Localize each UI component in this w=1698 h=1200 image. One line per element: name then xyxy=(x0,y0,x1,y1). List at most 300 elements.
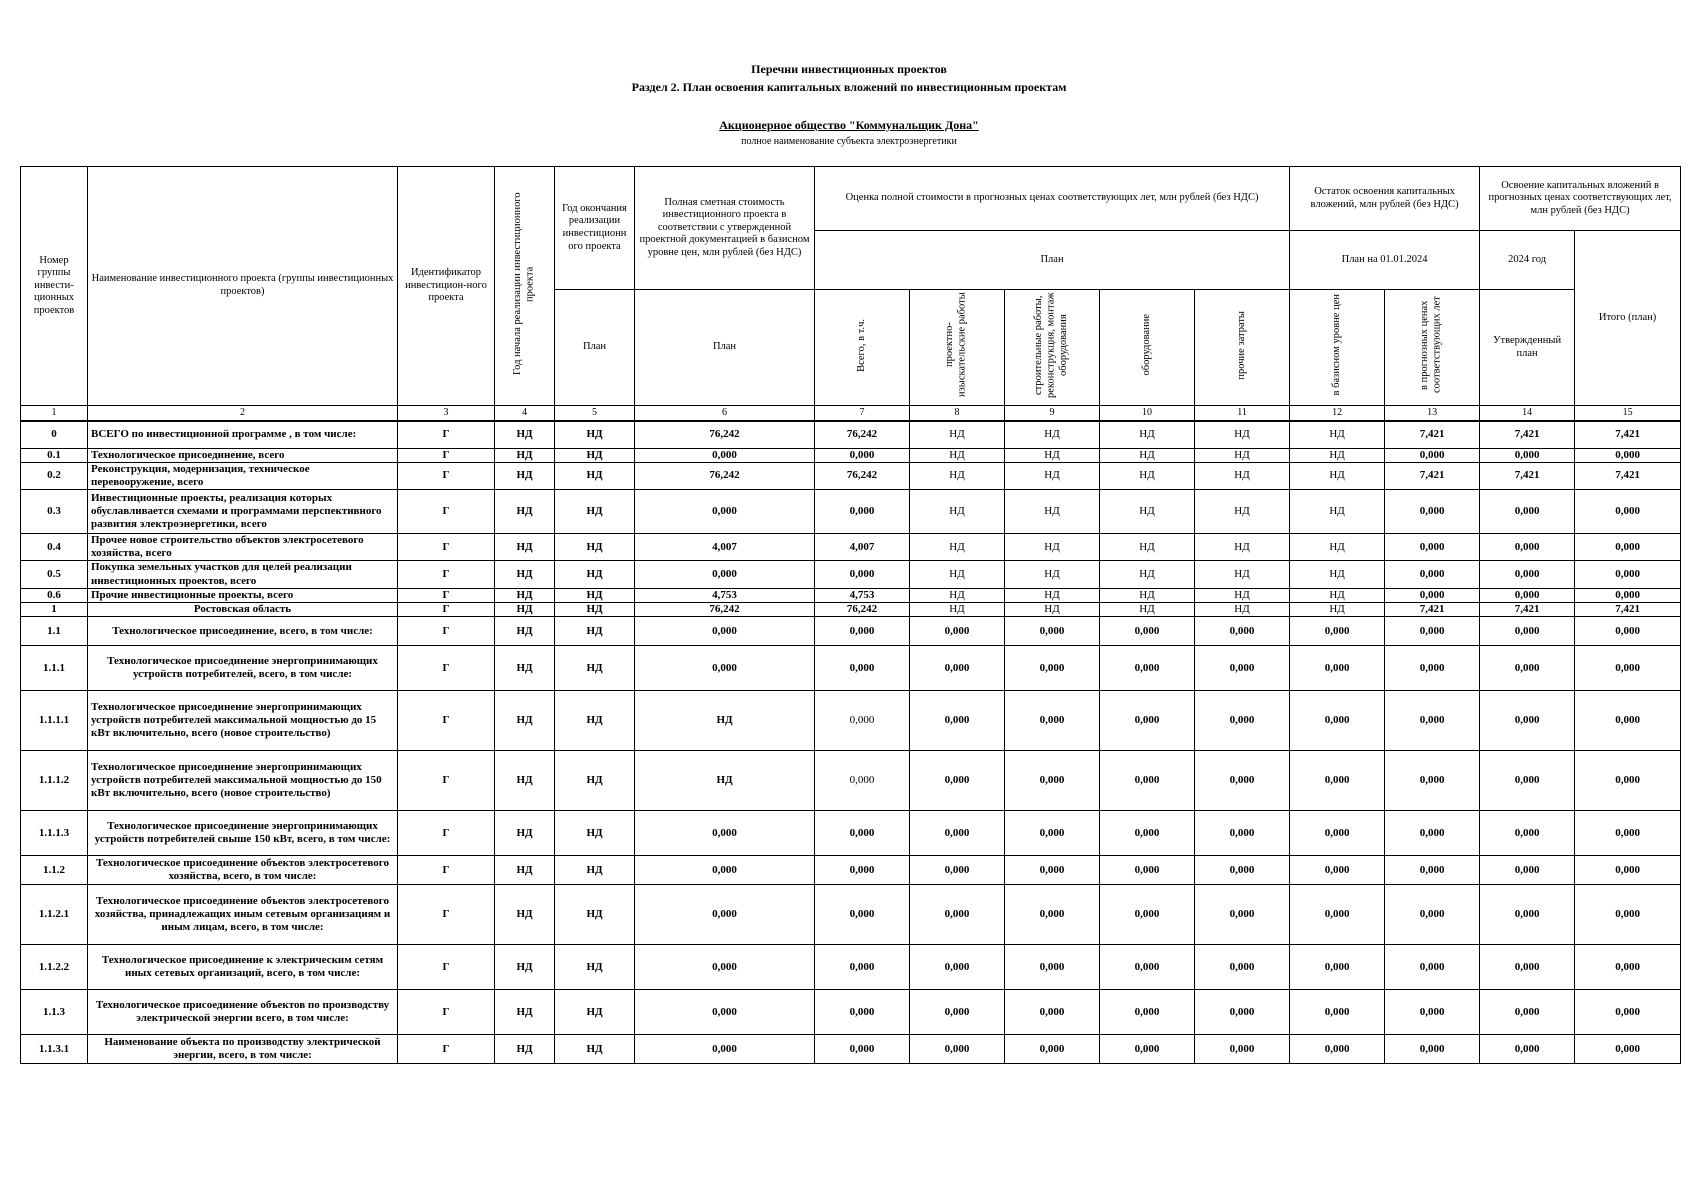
cell-col-8: НД xyxy=(910,561,1005,588)
cell-col-9: 0,000 xyxy=(1005,691,1100,751)
cell-col-9: НД xyxy=(1005,534,1100,561)
cell-col-12: 0,000 xyxy=(1290,646,1385,691)
row-name: Технологическое присоединение объектов электросетевого хозяйства, принадлежащих иным сетевым организациям и иным лицам, всего, в том числе: xyxy=(88,885,398,945)
col-header-4 xyxy=(495,167,555,406)
cell-col-6: 0,000 xyxy=(635,448,815,462)
row-name: Реконструкция, модернизация, техническое перевооружение, всего xyxy=(88,462,398,489)
cell-col-12: НД xyxy=(1290,462,1385,489)
cell-col-14: 0,000 xyxy=(1480,945,1575,990)
cell-col-6: 4,007 xyxy=(635,534,815,561)
cell-col-4: НД xyxy=(495,462,555,489)
cell-col-7: 4,007 xyxy=(815,534,910,561)
cell-col-7: 0,000 xyxy=(815,751,910,811)
cell-col-7: 76,242 xyxy=(815,603,910,617)
cell-col-4: НД xyxy=(495,945,555,990)
cell-col-9: 0,000 xyxy=(1005,617,1100,646)
cell-col-12: 0,000 xyxy=(1290,751,1385,811)
cell-col-11: 0,000 xyxy=(1195,811,1290,856)
column-number: 2 xyxy=(88,406,398,422)
table-row xyxy=(21,945,1681,990)
cell-col-14: 0,000 xyxy=(1480,856,1575,885)
cell-col-10: НД xyxy=(1100,448,1195,462)
cell-col-11: 0,000 xyxy=(1195,990,1290,1035)
cell-col-10: 0,000 xyxy=(1100,691,1195,751)
column-number: 13 xyxy=(1385,406,1480,422)
row-number: 1.1.1.3 xyxy=(21,811,88,856)
row-name: Технологическое присоединение энергопринимающих устройств потребителей максимальной мощностью до 15 кВт включительно, всего (новое строительство) xyxy=(88,691,398,751)
cell-col-13: 7,421 xyxy=(1385,421,1480,448)
cell-col-15: 0,000 xyxy=(1575,588,1681,602)
cell-col-4: НД xyxy=(495,811,555,856)
row-number: 1.1.2 xyxy=(21,856,88,885)
table-row xyxy=(21,561,1681,588)
cell-col-8: НД xyxy=(910,448,1005,462)
cell-col-10: 0,000 xyxy=(1100,945,1195,990)
company-caption: полное наименование субъекта электроэнергетики xyxy=(741,136,957,147)
cell-col-8: 0,000 xyxy=(910,811,1005,856)
cell-col-14: 0,000 xyxy=(1480,617,1575,646)
row-number: 1 xyxy=(21,603,88,617)
cell-col-4: НД xyxy=(495,856,555,885)
cell-col-9: 0,000 xyxy=(1005,811,1100,856)
row-name: Технологическое присоединение, всего, в том числе: xyxy=(88,617,398,646)
cell-col-4: НД xyxy=(495,646,555,691)
cell-col-6: 0,000 xyxy=(635,990,815,1035)
column-number: 11 xyxy=(1195,406,1290,422)
col-header-10 xyxy=(1100,290,1195,406)
cell-col-7: 0,000 xyxy=(815,885,910,945)
column-number: 9 xyxy=(1005,406,1100,422)
cell-col-10: НД xyxy=(1100,588,1195,602)
cell-col-9: НД xyxy=(1005,462,1100,489)
cell-col-6: 0,000 xyxy=(635,617,815,646)
cell-col-10: 0,000 xyxy=(1100,617,1195,646)
cell-col-14: 0,000 xyxy=(1480,490,1575,534)
row-number: 0.5 xyxy=(21,561,88,588)
column-number: 6 xyxy=(635,406,815,422)
cell-col-15: 0,000 xyxy=(1575,945,1681,990)
col-header-14: Утвержденный план xyxy=(1480,290,1575,406)
cell-col-4: НД xyxy=(495,990,555,1035)
cell-col-14: 0,000 xyxy=(1480,811,1575,856)
table-row xyxy=(21,588,1681,602)
cell-col-14: 0,000 xyxy=(1480,990,1575,1035)
cell-col-14: 0,000 xyxy=(1480,534,1575,561)
cell-col-12: НД xyxy=(1290,588,1385,602)
cell-col-9: НД xyxy=(1005,561,1100,588)
col-header-plan-date: План на 01.01.2024 xyxy=(1290,231,1480,290)
col-header-5-sub: План xyxy=(555,290,635,406)
cell-col-13: 0,000 xyxy=(1385,945,1480,990)
column-number: 10 xyxy=(1100,406,1195,422)
cell-col-4: НД xyxy=(495,1035,555,1064)
cell-col-3: Г xyxy=(398,990,495,1035)
cell-col-4: НД xyxy=(495,490,555,534)
cell-col-5: НД xyxy=(555,421,635,448)
cell-col-12: 0,000 xyxy=(1290,1035,1385,1064)
cell-col-13: 0,000 xyxy=(1385,588,1480,602)
cell-col-12: 0,000 xyxy=(1290,691,1385,751)
cell-col-10: НД xyxy=(1100,603,1195,617)
cell-col-9: 0,000 xyxy=(1005,751,1100,811)
col-header-11-text: прочие затраты xyxy=(1235,310,1247,380)
cell-col-4: НД xyxy=(495,534,555,561)
cell-col-9: 0,000 xyxy=(1005,1035,1100,1064)
cell-col-6: 0,000 xyxy=(635,490,815,534)
cell-col-8: 0,000 xyxy=(910,617,1005,646)
col-header-14-15: Освоение капитальных вложений в прогнозных ценах соответствующих лет, млн рублей (без НДС) xyxy=(1480,167,1681,231)
table-row xyxy=(21,990,1681,1035)
cell-col-15: 0,000 xyxy=(1575,990,1681,1035)
cell-col-7: 76,242 xyxy=(815,462,910,489)
cell-col-8: 0,000 xyxy=(910,1035,1005,1064)
row-name: Наименование объекта по производству электрической энергии, всего, в том числе: xyxy=(88,1035,398,1064)
cell-col-11: 0,000 xyxy=(1195,856,1290,885)
cell-col-9: 0,000 xyxy=(1005,885,1100,945)
cell-col-10: 0,000 xyxy=(1100,1035,1195,1064)
column-number: 15 xyxy=(1575,406,1681,422)
cell-col-10: 0,000 xyxy=(1100,811,1195,856)
cell-col-15: 7,421 xyxy=(1575,421,1681,448)
cell-col-14: 0,000 xyxy=(1480,1035,1575,1064)
cell-col-6: 4,753 xyxy=(635,588,815,602)
col-header-12-text: в базисном уровне цен xyxy=(1330,294,1342,396)
cell-col-15: 0,000 xyxy=(1575,534,1681,561)
cell-col-11: НД xyxy=(1195,462,1290,489)
cell-col-3: Г xyxy=(398,945,495,990)
column-number: 5 xyxy=(555,406,635,422)
cell-col-14: 7,421 xyxy=(1480,603,1575,617)
cell-col-4: НД xyxy=(495,421,555,448)
cell-col-10: НД xyxy=(1100,421,1195,448)
cell-col-15: 7,421 xyxy=(1575,462,1681,489)
cell-col-8: НД xyxy=(910,603,1005,617)
cell-col-15: 0,000 xyxy=(1575,1035,1681,1064)
table-row xyxy=(21,490,1681,534)
table-row xyxy=(21,534,1681,561)
cell-col-7: 0,000 xyxy=(815,1035,910,1064)
cell-col-9: НД xyxy=(1005,448,1100,462)
cell-col-13: 0,000 xyxy=(1385,1035,1480,1064)
cell-col-5: НД xyxy=(555,691,635,751)
row-number: 1.1.1.2 xyxy=(21,751,88,811)
col-header-1: Номер группы инвести-ционных проектов xyxy=(21,167,88,406)
cell-col-13: 0,000 xyxy=(1385,691,1480,751)
cell-col-6: НД xyxy=(635,691,815,751)
cell-col-12: 0,000 xyxy=(1290,811,1385,856)
cell-col-9: 0,000 xyxy=(1005,990,1100,1035)
cell-col-11: 0,000 xyxy=(1195,617,1290,646)
cell-col-7: 0,000 xyxy=(815,561,910,588)
cell-col-6: 0,000 xyxy=(635,811,815,856)
col-header-8-text: проектно-изыскательские работы xyxy=(944,292,968,398)
cell-col-10: 0,000 xyxy=(1100,856,1195,885)
cell-col-12: НД xyxy=(1290,448,1385,462)
column-numbers-row xyxy=(21,406,1681,422)
table-row xyxy=(21,603,1681,617)
cell-col-8: 0,000 xyxy=(910,945,1005,990)
cell-col-15: 0,000 xyxy=(1575,885,1681,945)
cell-col-12: НД xyxy=(1290,561,1385,588)
column-number: 4 xyxy=(495,406,555,422)
cell-col-14: 0,000 xyxy=(1480,646,1575,691)
cell-col-11: 0,000 xyxy=(1195,1035,1290,1064)
cell-col-13: 0,000 xyxy=(1385,811,1480,856)
cell-col-6: 76,242 xyxy=(635,462,815,489)
cell-col-13: 0,000 xyxy=(1385,490,1480,534)
row-name: Инвестиционные проекты, реализация которых обуславливается схемами и программами перспективного развития электроэнергетики, всего xyxy=(88,490,398,534)
cell-col-13: 0,000 xyxy=(1385,448,1480,462)
row-number: 1.1.3 xyxy=(21,990,88,1035)
cell-col-13: 7,421 xyxy=(1385,603,1480,617)
cell-col-9: 0,000 xyxy=(1005,646,1100,691)
cell-col-12: НД xyxy=(1290,490,1385,534)
cell-col-4: НД xyxy=(495,588,555,602)
cell-col-15: 0,000 xyxy=(1575,561,1681,588)
cell-col-9: НД xyxy=(1005,421,1100,448)
cell-col-7: 0,000 xyxy=(815,691,910,751)
row-name: Технологическое присоединение объектов электросетевого хозяйства, всего, в том числе: xyxy=(88,856,398,885)
col-header-13 xyxy=(1385,290,1480,406)
cell-col-5: НД xyxy=(555,856,635,885)
cell-col-10: НД xyxy=(1100,534,1195,561)
cell-col-11: НД xyxy=(1195,534,1290,561)
cell-col-5: НД xyxy=(555,751,635,811)
col-header-11 xyxy=(1195,290,1290,406)
table-row xyxy=(21,421,1681,448)
cell-col-8: 0,000 xyxy=(910,990,1005,1035)
cell-col-7: 0,000 xyxy=(815,490,910,534)
col-header-6: Полная сметная стоимость инвестиционного проекта в соответствии с утвержденной проектной документацией в базисном уровне цен, млн рублей (без НДС) xyxy=(635,167,815,290)
row-number: 1.1.2.1 xyxy=(21,885,88,945)
cell-col-12: 0,000 xyxy=(1290,617,1385,646)
cell-col-13: 0,000 xyxy=(1385,561,1480,588)
cell-col-14: 0,000 xyxy=(1480,751,1575,811)
col-header-4-text: Год начала реализации инвестиционного проекта xyxy=(511,192,536,376)
cell-col-4: НД xyxy=(495,561,555,588)
table-row xyxy=(21,751,1681,811)
cell-col-11: НД xyxy=(1195,490,1290,534)
cell-col-5: НД xyxy=(555,490,635,534)
cell-col-4: НД xyxy=(495,885,555,945)
cell-col-12: НД xyxy=(1290,603,1385,617)
cell-col-5: НД xyxy=(555,990,635,1035)
cell-col-3: Г xyxy=(398,603,495,617)
cell-col-6: 76,242 xyxy=(635,603,815,617)
col-header-7-text: Всего, в т.ч. xyxy=(855,318,867,372)
row-number: 0 xyxy=(21,421,88,448)
table-row xyxy=(21,885,1681,945)
row-number: 1.1.1.1 xyxy=(21,691,88,751)
cell-col-7: 0,000 xyxy=(815,856,910,885)
cell-col-6: 0,000 xyxy=(635,885,815,945)
cell-col-14: 0,000 xyxy=(1480,885,1575,945)
cell-col-3: Г xyxy=(398,490,495,534)
cell-col-3: Г xyxy=(398,588,495,602)
cell-col-8: 0,000 xyxy=(910,646,1005,691)
row-name: Технологическое присоединение энергопринимающих устройств потребителей свыше 150 кВт, всего, в том числе: xyxy=(88,811,398,856)
cell-col-6: 0,000 xyxy=(635,856,815,885)
column-number: 3 xyxy=(398,406,495,422)
col-header-5: Год окончания реализации инвестиционн ого проекта xyxy=(555,167,635,290)
cell-col-5: НД xyxy=(555,646,635,691)
cell-col-3: Г xyxy=(398,885,495,945)
cell-col-15: 0,000 xyxy=(1575,448,1681,462)
cell-col-8: НД xyxy=(910,588,1005,602)
cell-col-10: НД xyxy=(1100,490,1195,534)
table-row xyxy=(21,462,1681,489)
cell-col-13: 7,421 xyxy=(1385,462,1480,489)
cell-col-11: 0,000 xyxy=(1195,646,1290,691)
cell-col-3: Г xyxy=(398,691,495,751)
cell-col-3: Г xyxy=(398,811,495,856)
cell-col-3: Г xyxy=(398,462,495,489)
row-name: Технологическое присоединение энергопринимающих устройств потребителей максимальной мощностью до 150 кВт включительно, всего (новое строительство) xyxy=(88,751,398,811)
col-header-15: Итого (план) xyxy=(1575,231,1681,406)
cell-col-5: НД xyxy=(555,448,635,462)
cell-col-15: 0,000 xyxy=(1575,811,1681,856)
cell-col-15: 0,000 xyxy=(1575,751,1681,811)
cell-col-10: НД xyxy=(1100,462,1195,489)
cell-col-13: 0,000 xyxy=(1385,751,1480,811)
cell-col-3: Г xyxy=(398,421,495,448)
cell-col-7: 76,242 xyxy=(815,421,910,448)
col-header-7 xyxy=(815,290,910,406)
cell-col-15: 0,000 xyxy=(1575,856,1681,885)
cell-col-8: НД xyxy=(910,421,1005,448)
col-header-6-sub: План xyxy=(635,290,815,406)
table-row xyxy=(21,646,1681,691)
cell-col-15: 0,000 xyxy=(1575,490,1681,534)
cell-col-3: Г xyxy=(398,1035,495,1064)
cell-col-7: 0,000 xyxy=(815,945,910,990)
cell-col-11: НД xyxy=(1195,588,1290,602)
cell-col-6: 0,000 xyxy=(635,945,815,990)
cell-col-12: 0,000 xyxy=(1290,856,1385,885)
col-header-year: 2024 год xyxy=(1480,231,1575,290)
column-number: 7 xyxy=(815,406,910,422)
cell-col-5: НД xyxy=(555,462,635,489)
col-header-9 xyxy=(1005,290,1100,406)
cell-col-15: 0,000 xyxy=(1575,691,1681,751)
row-name: ВСЕГО по инвестиционной программе , в том числе: xyxy=(88,421,398,448)
cell-col-8: 0,000 xyxy=(910,885,1005,945)
cell-col-4: НД xyxy=(495,603,555,617)
cell-col-10: 0,000 xyxy=(1100,990,1195,1035)
cell-col-15: 0,000 xyxy=(1575,617,1681,646)
col-header-2: Наименование инвестиционного проекта (группы инвестиционных проектов) xyxy=(88,167,398,406)
cell-col-6: 76,242 xyxy=(635,421,815,448)
col-header-10-text: оборудование xyxy=(1140,314,1152,376)
cell-col-5: НД xyxy=(555,534,635,561)
row-number: 0.2 xyxy=(21,462,88,489)
cell-col-5: НД xyxy=(555,945,635,990)
cell-col-13: 0,000 xyxy=(1385,646,1480,691)
cell-col-8: 0,000 xyxy=(910,691,1005,751)
cell-col-14: 7,421 xyxy=(1480,462,1575,489)
cell-col-5: НД xyxy=(555,588,635,602)
company-name: Акционерное общество "Коммунальщик Дона" xyxy=(719,118,979,132)
cell-col-9: НД xyxy=(1005,490,1100,534)
cell-col-5: НД xyxy=(555,561,635,588)
row-name: Покупка земельных участков для целей реализации инвестиционных проектов, всего xyxy=(88,561,398,588)
cell-col-5: НД xyxy=(555,617,635,646)
column-number: 14 xyxy=(1480,406,1575,422)
table-row xyxy=(21,617,1681,646)
cell-col-15: 7,421 xyxy=(1575,603,1681,617)
column-number: 1 xyxy=(21,406,88,422)
row-number: 1.1.3.1 xyxy=(21,1035,88,1064)
col-header-13-text: в прогнозных ценах соответствующих лет xyxy=(1419,296,1444,394)
row-number: 1.1 xyxy=(21,617,88,646)
cell-col-12: 0,000 xyxy=(1290,990,1385,1035)
cell-col-3: Г xyxy=(398,856,495,885)
column-number: 8 xyxy=(910,406,1005,422)
row-name: Прочие инвестиционные проекты, всего xyxy=(88,588,398,602)
row-number: 1.1.2.2 xyxy=(21,945,88,990)
row-name: Ростовская область xyxy=(88,603,398,617)
cell-col-11: НД xyxy=(1195,421,1290,448)
col-header-7-11: Оценка полной стоимости в прогнозных ценах соответствующих лет, млн рублей (без НДС) xyxy=(815,167,1290,231)
cell-col-5: НД xyxy=(555,811,635,856)
cell-col-4: НД xyxy=(495,751,555,811)
cell-col-7: 4,753 xyxy=(815,588,910,602)
cell-col-14: 0,000 xyxy=(1480,691,1575,751)
cell-col-11: 0,000 xyxy=(1195,885,1290,945)
cell-col-11: 0,000 xyxy=(1195,691,1290,751)
cell-col-11: 0,000 xyxy=(1195,945,1290,990)
cell-col-11: 0,000 xyxy=(1195,751,1290,811)
cell-col-4: НД xyxy=(495,691,555,751)
cell-col-11: НД xyxy=(1195,561,1290,588)
cell-col-12: 0,000 xyxy=(1290,945,1385,990)
table-row xyxy=(21,811,1681,856)
cell-col-5: НД xyxy=(555,885,635,945)
cell-col-13: 0,000 xyxy=(1385,856,1480,885)
column-number: 12 xyxy=(1290,406,1385,422)
cell-col-12: 0,000 xyxy=(1290,885,1385,945)
cell-col-10: 0,000 xyxy=(1100,885,1195,945)
cell-col-7: 0,000 xyxy=(815,990,910,1035)
cell-col-6: НД xyxy=(635,751,815,811)
row-name: Технологическое присоединение объектов по производству электрической энергии всего, в том числе: xyxy=(88,990,398,1035)
cell-col-14: 0,000 xyxy=(1480,588,1575,602)
col-header-8 xyxy=(910,290,1005,406)
cell-col-8: НД xyxy=(910,534,1005,561)
row-number: 0.3 xyxy=(21,490,88,534)
cell-col-9: НД xyxy=(1005,588,1100,602)
row-name: Технологическое присоединение энергопринимающих устройств потребителей, всего, в том числе: xyxy=(88,646,398,691)
table-row xyxy=(21,691,1681,751)
cell-col-3: Г xyxy=(398,751,495,811)
cell-col-14: 7,421 xyxy=(1480,421,1575,448)
cell-col-15: 0,000 xyxy=(1575,646,1681,691)
cell-col-14: 0,000 xyxy=(1480,561,1575,588)
cell-col-13: 0,000 xyxy=(1385,885,1480,945)
cell-col-10: 0,000 xyxy=(1100,751,1195,811)
table-row xyxy=(21,856,1681,885)
cell-col-10: НД xyxy=(1100,561,1195,588)
row-name: Технологическое присоединение, всего xyxy=(88,448,398,462)
row-number: 0.6 xyxy=(21,588,88,602)
row-number: 0.4 xyxy=(21,534,88,561)
cell-col-8: НД xyxy=(910,490,1005,534)
row-name: Технологическое присоединение к электрическим сетям иных сетевых организаций, всего, в том числе: xyxy=(88,945,398,990)
cell-col-3: Г xyxy=(398,534,495,561)
cell-col-7: 0,000 xyxy=(815,448,910,462)
cell-col-3: Г xyxy=(398,646,495,691)
cell-col-3: Г xyxy=(398,617,495,646)
